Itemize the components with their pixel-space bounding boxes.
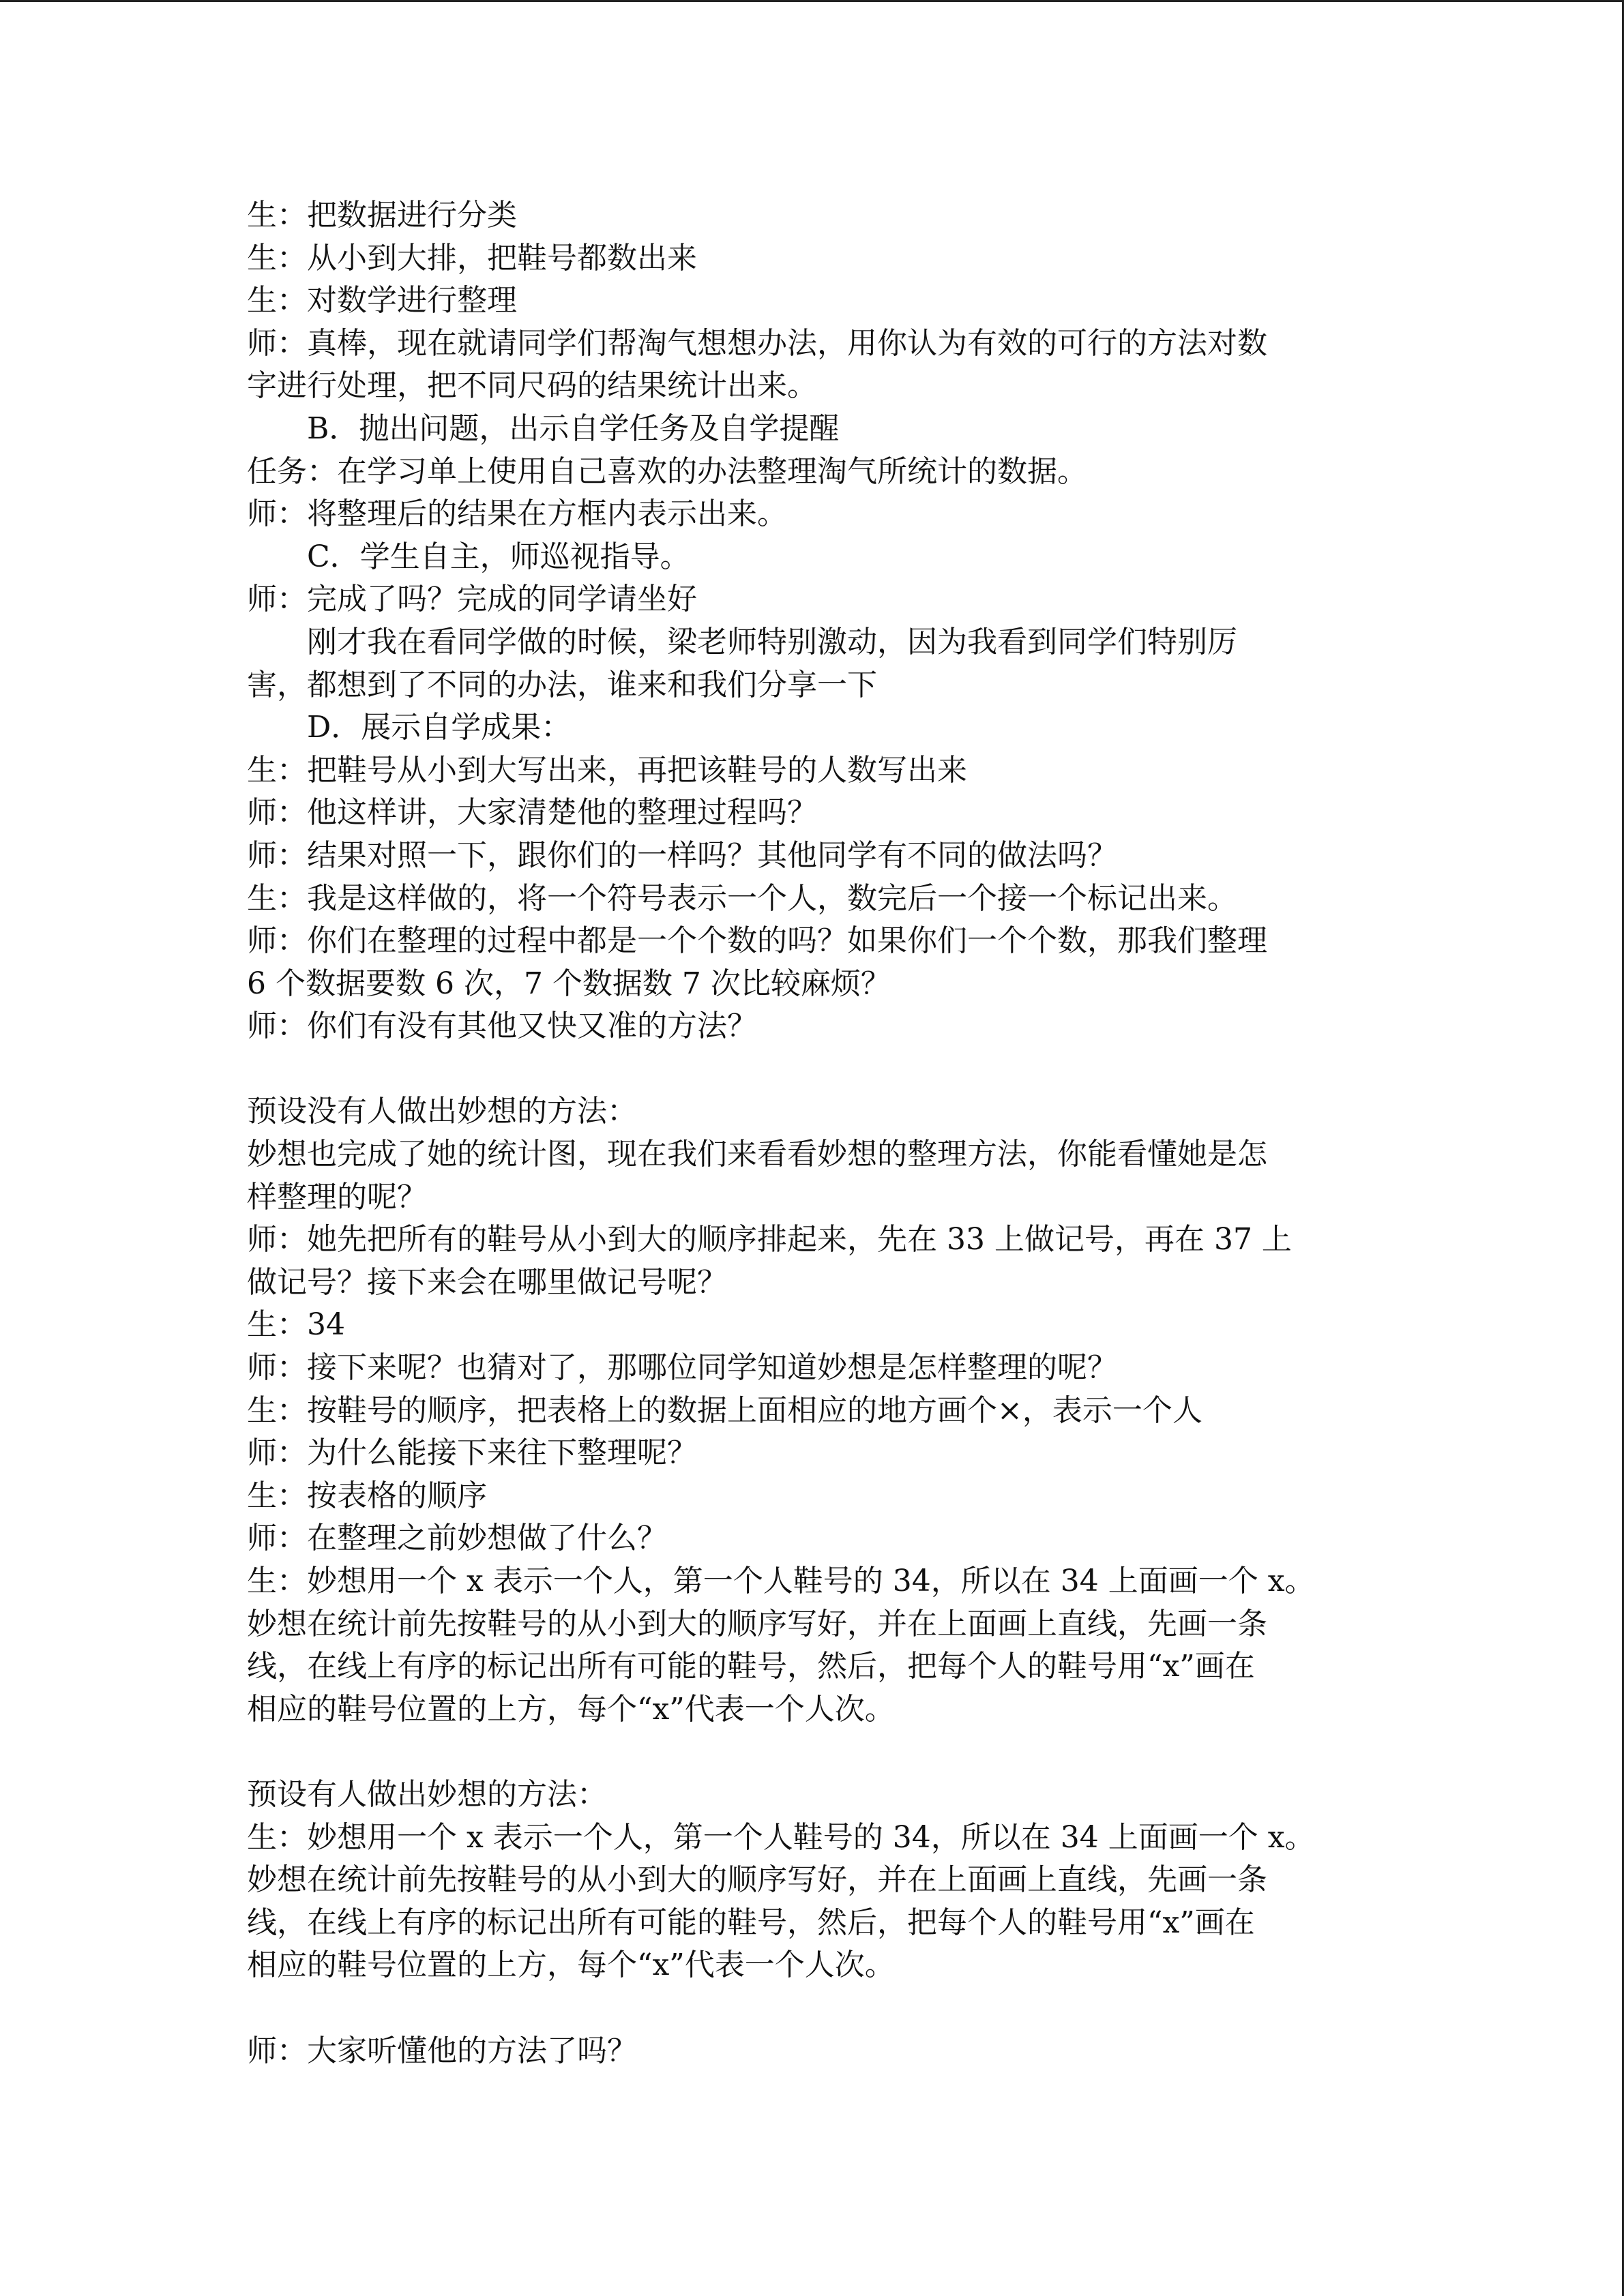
text-line: 生：我是这样做的，将一个符号表示一个人，数完后一个接一个标记出来。 xyxy=(247,880,1237,916)
text-line: 害，都想到了不同的办法，谁来和我们分享一下 xyxy=(247,667,877,702)
text-line: 生：34 xyxy=(247,1307,345,1343)
text-line: D．展示自学成果： xyxy=(307,710,572,745)
text-line: 生：妙想用一个 x 表示一个人，第一个人鞋号的 34，所以在 34 上面画一个 x。 xyxy=(247,1819,1315,1855)
blank-line xyxy=(247,1048,1379,1091)
document-body xyxy=(247,194,1379,2072)
text-line: 生：对数学进行整理 xyxy=(247,283,517,318)
text-line: 师：完成了吗？完成的同学请坐好 xyxy=(247,582,697,617)
text-line: 妙想也完成了她的统计图，现在我们来看看妙想的整理方法，你能看懂她是怎 xyxy=(247,1137,1267,1172)
text-line: 预设有人做出妙想的方法： xyxy=(247,1776,607,1812)
text-line: 刚才我在看同学做的时候，梁老师特别激动，因为我看到同学们特别厉 xyxy=(307,624,1237,659)
text-line: 师：接下来呢？也猜对了，那哪位同学知道妙想是怎样整理的呢？ xyxy=(247,1350,1117,1386)
text-line: 师：他这样讲，大家清楚他的整理过程吗？ xyxy=(247,795,817,831)
text-line: B．抛出问题，出示自学任务及自学提醒 xyxy=(307,411,840,446)
text-line: 线，在线上有序的标记出所有可能的鞋号，然后，把每个人的鞋号用“x”画在 xyxy=(247,1905,1255,1940)
blank-line xyxy=(247,1731,1379,1774)
text-line: 样整理的呢？ xyxy=(247,1179,427,1214)
text-line: 师：真棒，现在就请同学们帮淘气想想办法，用你认为有效的可行的方法对数 xyxy=(247,325,1267,361)
blank-line xyxy=(247,1987,1379,2030)
text-line: 做记号？接下来会在哪里做记号呢？ xyxy=(247,1264,727,1300)
text-line: 生：妙想用一个 x 表示一个人，第一个人鞋号的 34，所以在 34 上面画一个 x。 xyxy=(247,1564,1315,1598)
text-line: 妙想在统计前先按鞋号的从小到大的顺序写好，并在上面画上直线，先画一条 xyxy=(247,1606,1267,1641)
text-line: 任务：在学习单上使用自己喜欢的办法整理淘气所统计的数据。 xyxy=(247,453,1087,489)
text-line: 师：她先把所有的鞋号从小到大的顺序排起来，先在 33 上做记号，再在 37 上 xyxy=(247,1222,1292,1257)
text-line: 妙想在统计前先按鞋号的从小到大的顺序写好，并在上面画上直线，先画一条 xyxy=(247,1862,1267,1898)
text-line: 师：结果对照一下，跟你们的一样吗？其他同学有不同的做法吗？ xyxy=(247,837,1117,873)
text-line: 生：从小到大排，把鞋号都数出来 xyxy=(247,240,697,275)
text-line: 师：你们在整理的过程中都是一个个数的吗？如果你们一个个数，那我们整理 xyxy=(247,923,1267,959)
text-line: 字进行处理，把不同尺码的结果统计出来。 xyxy=(247,368,817,404)
text-line: 师：将整理后的结果在方框内表示出来。 xyxy=(247,496,787,532)
text-line: 线，在线上有序的标记出所有可能的鞋号，然后，把每个人的鞋号用“x”画在 xyxy=(247,1649,1255,1684)
text-line: 师：大家听懂他的方法了吗？ xyxy=(247,2033,637,2068)
text-line: 相应的鞋号位置的上方，每个“x”代表一个人次。 xyxy=(247,1948,895,1983)
text-line: 相应的鞋号位置的上方，每个“x”代表一个人次。 xyxy=(247,1691,895,1727)
text-line: 师：在整理之前妙想做了什么？ xyxy=(247,1521,667,1556)
text-line: 生：把鞋号从小到大写出来，再把该鞋号的人数写出来 xyxy=(247,752,967,788)
text-line: 师：为什么能接下来往下整理呢？ xyxy=(247,1435,697,1471)
text-line: 预设没有人做出妙想的方法： xyxy=(247,1094,637,1129)
text-line: 生：按鞋号的顺序，把表格上的数据上面相应的地方画个×，表示一个人 xyxy=(247,1392,1202,1428)
text-line: 生：按表格的顺序 xyxy=(247,1478,487,1513)
text-line: 师：你们有没有其他又快又准的方法？ xyxy=(247,1009,757,1044)
text-line: C．学生自主，师巡视指导。 xyxy=(307,539,690,574)
text-line: 6 个数据要数 6 次，7 个数据数 7 次比较麻烦？ xyxy=(247,966,891,1001)
text-line: 生：把数据进行分类 xyxy=(247,198,517,233)
